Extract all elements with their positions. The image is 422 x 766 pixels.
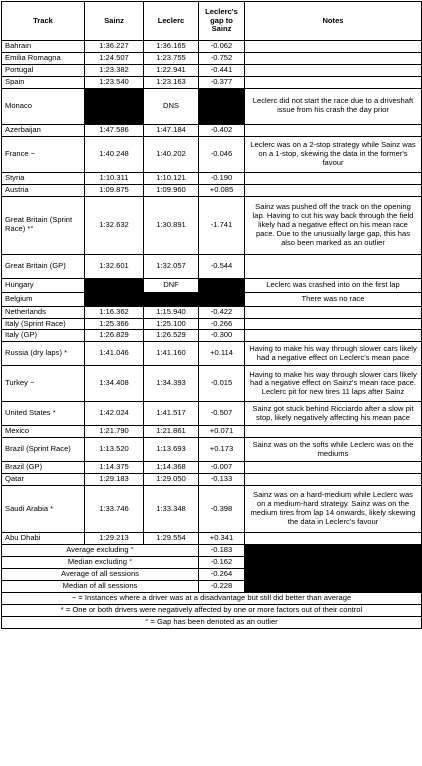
- table-row: [2, 136, 422, 172]
- summary-row: [2, 557, 422, 569]
- gap-cell: -0.046: [199, 136, 245, 172]
- header-notes: Notes: [245, 2, 422, 41]
- gap-cell: -0.377: [199, 76, 245, 88]
- gap-cell: -0.441: [199, 64, 245, 76]
- notes-cell: There was no race: [245, 292, 422, 306]
- results-table-wrapper: [1, 1, 422, 629]
- gap-cell: +0.071: [199, 426, 245, 438]
- table-row: [2, 366, 422, 402]
- leclerc-time-cell: 1:22.941: [144, 64, 199, 76]
- sainz-time-cell: 1:42.024: [85, 402, 144, 426]
- track-cell: Monaco: [2, 88, 85, 124]
- leclerc-time-cell: 1:13.693: [144, 438, 199, 462]
- notes-cell: Sainz was on the softs while Leclerc was on the mediums: [245, 438, 422, 462]
- track-cell: Brazil (GP): [2, 462, 85, 474]
- gap-cell: -0.133: [199, 474, 245, 486]
- header-gap: Leclerc's gap to Sainz: [199, 2, 245, 41]
- summary-label: Median of all sessions: [2, 581, 199, 593]
- track-cell: France ~: [2, 136, 85, 172]
- sainz-time-cell: 1:36.227: [85, 41, 144, 53]
- footnote-row: [2, 605, 422, 617]
- track-cell: Azerbaijan: [2, 124, 85, 136]
- track-cell: Spain: [2, 76, 85, 88]
- gap-cell: +0.341: [199, 533, 245, 545]
- leclerc-time-cell: 1:47.184: [144, 124, 199, 136]
- notes-cell: [245, 318, 422, 330]
- summary-blackout: [245, 569, 422, 581]
- summary-label: Average of all sessions: [2, 569, 199, 581]
- sainz-time-cell: 1:41.046: [85, 342, 144, 366]
- gap-cell: -0.422: [199, 306, 245, 318]
- track-cell: Abu Dhabi: [2, 533, 85, 545]
- summary-label: Average excluding °: [2, 545, 199, 557]
- track-cell: Brazil (Sprint Race): [2, 438, 85, 462]
- leclerc-time-cell: 1:32.057: [144, 254, 199, 278]
- sainz-time-cell: [85, 278, 144, 292]
- track-cell: Saudi Arabia *: [2, 486, 85, 533]
- summary-value: -0.228: [199, 581, 245, 593]
- summary-row: [2, 569, 422, 581]
- footnote-text: ° = Gap has been denoted as an outlier: [2, 616, 422, 628]
- gap-cell: +0.114: [199, 342, 245, 366]
- summary-label: Median excluding °: [2, 557, 199, 569]
- notes-cell: [245, 306, 422, 318]
- gap-cell: [199, 278, 245, 292]
- gap-cell: -0.507: [199, 402, 245, 426]
- notes-cell: Having to make his way through slower cars likely had a negative effect on Leclerc's mean pace: [245, 342, 422, 366]
- notes-cell: [245, 533, 422, 545]
- leclerc-time-cell: 1:41.160: [144, 342, 199, 366]
- sainz-time-cell: 1:40.248: [85, 136, 144, 172]
- table-body: [2, 41, 422, 545]
- table-row: [2, 533, 422, 545]
- gap-cell: -0.266: [199, 318, 245, 330]
- leclerc-time-cell: 1:14.368: [144, 462, 199, 474]
- notes-cell: Sainz got stuck behind Ricciardo after a slow pit stop, likely negatively affecting his mean pace: [245, 402, 422, 426]
- summary-blackout: [245, 581, 422, 593]
- notes-cell: [245, 124, 422, 136]
- sainz-time-cell: 1:32.632: [85, 196, 144, 254]
- table-row: [2, 184, 422, 196]
- notes-cell: [245, 184, 422, 196]
- sainz-time-cell: 1:24.507: [85, 52, 144, 64]
- track-cell: Great Britain (Sprint Race) *°: [2, 196, 85, 254]
- track-cell: Qatar: [2, 474, 85, 486]
- header-row: [2, 2, 422, 41]
- sainz-time-cell: 1:26.829: [85, 330, 144, 342]
- footnote-row: [2, 616, 422, 628]
- sainz-time-cell: 1:21.790: [85, 426, 144, 438]
- leclerc-time-cell: 1:10.121: [144, 172, 199, 184]
- summary-blackout: [245, 557, 422, 569]
- notes-cell: Having to make his way through slower cars likely had a negative effect on Sainz's mean race pace. Leclerc pit for new tires 11 laps after Sainz: [245, 366, 422, 402]
- notes-cell: [245, 330, 422, 342]
- gap-cell: -0.007: [199, 462, 245, 474]
- table-row: [2, 342, 422, 366]
- sainz-time-cell: 1:10.311: [85, 172, 144, 184]
- footnote-text: ~ = Instances where a driver was at a disadvantage but still did better than average: [2, 593, 422, 605]
- track-cell: Italy (GP): [2, 330, 85, 342]
- track-cell: Russia (dry laps) *: [2, 342, 85, 366]
- leclerc-time-cell: 1:23.163: [144, 76, 199, 88]
- track-cell: Great Britain (GP): [2, 254, 85, 278]
- notes-cell: Sainz was pushed off the track on the opening lap. Having to cut his way back through the field likely had a negative effect on his mean race pace. Due to the unusually large gap, this has also been marked as an outlier: [245, 196, 422, 254]
- table-row: [2, 486, 422, 533]
- leclerc-time-cell: 1:30.891: [144, 196, 199, 254]
- gap-cell: -0.398: [199, 486, 245, 533]
- leclerc-time-cell: 1:41.517: [144, 402, 199, 426]
- table-row: [2, 172, 422, 184]
- leclerc-time-cell: 1:36.165: [144, 41, 199, 53]
- table-row: [2, 76, 422, 88]
- track-cell: Italy (Sprint Race): [2, 318, 85, 330]
- table-row: [2, 402, 422, 426]
- track-cell: Mexico: [2, 426, 85, 438]
- track-cell: Emilia Romagna: [2, 52, 85, 64]
- track-cell: Belgium: [2, 292, 85, 306]
- track-cell: Portugal: [2, 64, 85, 76]
- leclerc-time-cell: 1:29.554: [144, 533, 199, 545]
- leclerc-time-cell: 1:33.348: [144, 486, 199, 533]
- table-row: [2, 292, 422, 306]
- gap-cell: +0.173: [199, 438, 245, 462]
- notes-cell: [245, 474, 422, 486]
- notes-cell: [245, 41, 422, 53]
- notes-cell: [245, 254, 422, 278]
- sainz-time-cell: 1:32.601: [85, 254, 144, 278]
- sainz-time-cell: [85, 88, 144, 124]
- table-row: [2, 426, 422, 438]
- gap-cell: -0.544: [199, 254, 245, 278]
- notes-cell: [245, 64, 422, 76]
- table-row: [2, 88, 422, 124]
- summary-value: -0.162: [199, 557, 245, 569]
- header-track: Track: [2, 2, 85, 41]
- summary-row: [2, 545, 422, 557]
- leclerc-time-cell: 1:21.861: [144, 426, 199, 438]
- track-cell: United States *: [2, 402, 85, 426]
- sainz-time-cell: [85, 292, 144, 306]
- leclerc-time-cell: DNF: [144, 278, 199, 292]
- sainz-time-cell: 1:16.362: [85, 306, 144, 318]
- notes-cell: Leclerc was on a 2-stop strategy while Sainz was on a 1-stop, skewing the data in the former's favour: [245, 136, 422, 172]
- gap-cell: -0.062: [199, 41, 245, 53]
- leclerc-time-cell: 1:34.393: [144, 366, 199, 402]
- summary-value: -0.183: [199, 545, 245, 557]
- notes-cell: Leclerc was crashed into on the first lap: [245, 278, 422, 292]
- leclerc-time-cell: [144, 292, 199, 306]
- leclerc-time-cell: 1:26.529: [144, 330, 199, 342]
- race-pace-table: [1, 1, 422, 629]
- leclerc-time-cell: 1:15.940: [144, 306, 199, 318]
- notes-cell: [245, 76, 422, 88]
- summary-value: -0.264: [199, 569, 245, 581]
- footnote-row: [2, 593, 422, 605]
- sainz-time-cell: 1:34.408: [85, 366, 144, 402]
- notes-cell: [245, 172, 422, 184]
- table-row: [2, 52, 422, 64]
- sainz-time-cell: 1:33.746: [85, 486, 144, 533]
- gap-cell: -0.190: [199, 172, 245, 184]
- gap-cell: [199, 292, 245, 306]
- header-sainz: Sainz: [85, 2, 144, 41]
- summary-blackout: [245, 545, 422, 557]
- sainz-time-cell: 1:14.375: [85, 462, 144, 474]
- table-row: [2, 318, 422, 330]
- table-row: [2, 474, 422, 486]
- leclerc-time-cell: 1:40.202: [144, 136, 199, 172]
- table-row: [2, 462, 422, 474]
- sainz-time-cell: 1:29.183: [85, 474, 144, 486]
- gap-cell: -0.015: [199, 366, 245, 402]
- track-cell: Styria: [2, 172, 85, 184]
- leclerc-time-cell: 1:09.960: [144, 184, 199, 196]
- sainz-time-cell: 1:47.586: [85, 124, 144, 136]
- notes-cell: [245, 52, 422, 64]
- table-row: [2, 278, 422, 292]
- sainz-time-cell: 1:09.875: [85, 184, 144, 196]
- table-row: [2, 438, 422, 462]
- gap-cell: -0.300: [199, 330, 245, 342]
- summary-body: [2, 545, 422, 593]
- sainz-time-cell: 1:25.366: [85, 318, 144, 330]
- table-row: [2, 254, 422, 278]
- header-leclerc: Leclerc: [144, 2, 199, 41]
- gap-cell: -1.741: [199, 196, 245, 254]
- gap-cell: -0.752: [199, 52, 245, 64]
- notes-cell: [245, 462, 422, 474]
- sainz-time-cell: 1:23.382: [85, 64, 144, 76]
- notes-cell: Leclerc did not start the race due to a driveshaft issue from his crash the day prior: [245, 88, 422, 124]
- leclerc-time-cell: DNS: [144, 88, 199, 124]
- leclerc-time-cell: 1:29.050: [144, 474, 199, 486]
- notes-cell: [245, 426, 422, 438]
- sainz-time-cell: 1:23.540: [85, 76, 144, 88]
- notes-cell: Sainz was on a hard-medium while Leclerc was on a medium-hard strategy. Sainz was on the medium tires from lap 14 onwards, likely skewing the data in Leclerc's favour: [245, 486, 422, 533]
- table-row: [2, 306, 422, 318]
- table-row: [2, 330, 422, 342]
- table-row: [2, 124, 422, 136]
- leclerc-time-cell: 1:23.755: [144, 52, 199, 64]
- track-cell: Hungary: [2, 278, 85, 292]
- track-cell: Bahrain: [2, 41, 85, 53]
- leclerc-time-cell: 1:25.100: [144, 318, 199, 330]
- gap-cell: [199, 88, 245, 124]
- table-row: [2, 196, 422, 254]
- track-cell: Netherlands: [2, 306, 85, 318]
- footnotes-body: [2, 593, 422, 629]
- gap-cell: -0.402: [199, 124, 245, 136]
- summary-row: [2, 581, 422, 593]
- track-cell: Turkey ~: [2, 366, 85, 402]
- sainz-time-cell: 1:29.213: [85, 533, 144, 545]
- gap-cell: +0.085: [199, 184, 245, 196]
- footnote-text: * = One or both drivers were negatively affected by one or more factors out of their control: [2, 605, 422, 617]
- table-row: [2, 41, 422, 53]
- track-cell: Austria: [2, 184, 85, 196]
- sainz-time-cell: 1:13.520: [85, 438, 144, 462]
- table-row: [2, 64, 422, 76]
